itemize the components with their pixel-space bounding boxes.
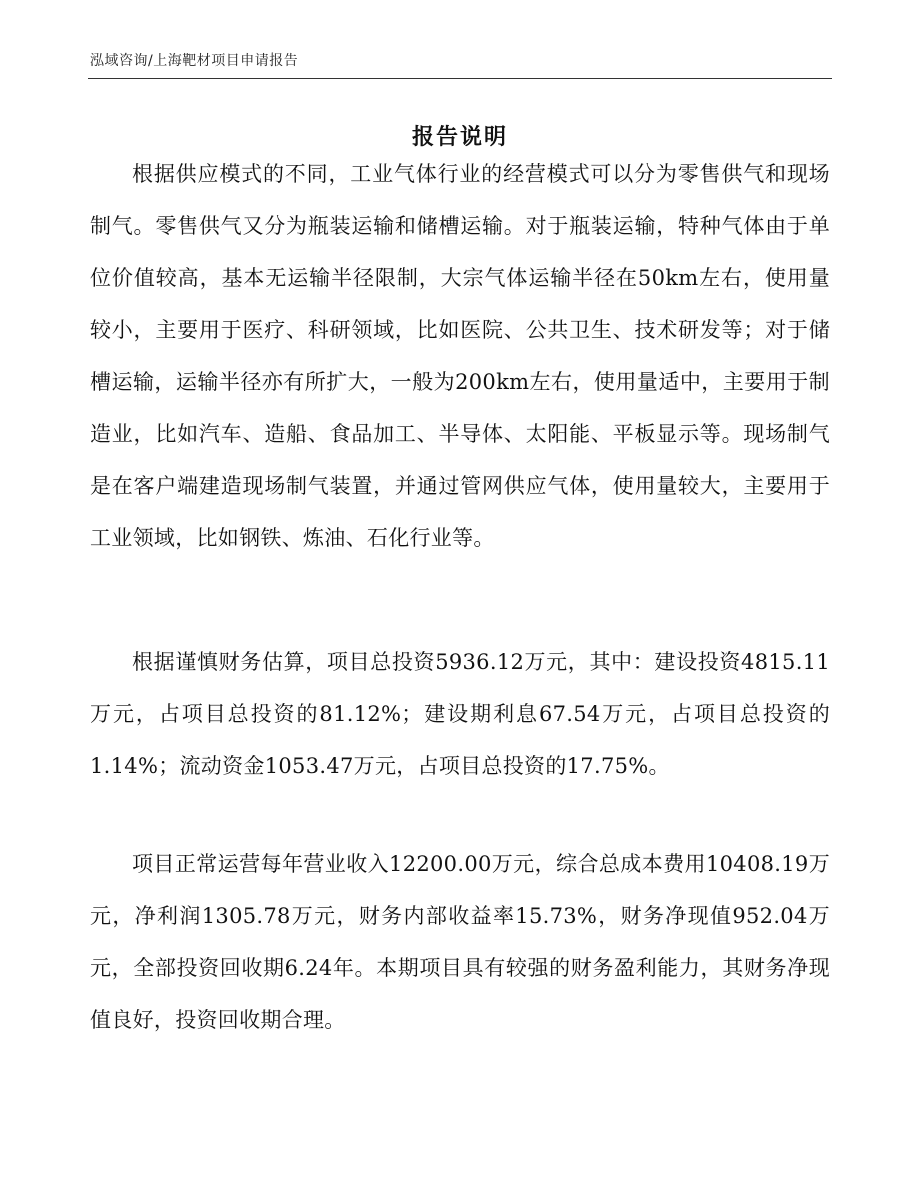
header-divider: [88, 78, 832, 79]
page-title: 报告说明: [411, 125, 508, 150]
paragraph-text: 根据供应模式的不同，工业气体行业的经营模式可以分为零售供气和现场制气。零售供气又分为瓶装运输和储槽运输。对于瓶装运输，特种气体由于单位价值较高，基本无运输半径限制，大宗气体运输半径在50km左右，使用量较小，主要用于医疗、科研领域，比如医院、公共卫生、技术研发等；对于储槽运输，运输半径亦有所扩大，一般为200km左右，使用量适中，主要用于制造业，比如汽车、造船、食品加工、半导体、太阳能、平板显示等。现场制气是在客户端建造现场制气装置，并通过管网供应气体，使用量较大，主要用于工业领域，比如钢铁、炼油、石化行业等。: [90, 162, 830, 550]
paragraph-financial-returns: [90, 838, 830, 1046]
paragraph-text: 根据谨慎财务估算，项目总投资5936.12万元，其中：建设投资4815.11万元，占项目总投资的81.12%；建设期利息67.54万元，占项目总投资的1.14%；流动资金1053.47万元，占项目总投资的17.75%。: [90, 650, 830, 778]
paragraph-investment-estimate: [90, 636, 830, 792]
paragraph-supply-modes: [90, 148, 830, 564]
paragraph-text: 项目正常运营每年营业收入12200.00万元，综合总成本费用10408.19万元，净利润1305.78万元，财务内部收益率15.73%，财务净现值952.04万元，全部投资回收期6.24年。本期项目具有较强的财务盈利能力，其财务净现值良好，投资回收期合理。: [90, 852, 830, 1032]
document-header-breadcrumb: 泓域咨询/上海靶材项目申请报告: [90, 53, 299, 69]
